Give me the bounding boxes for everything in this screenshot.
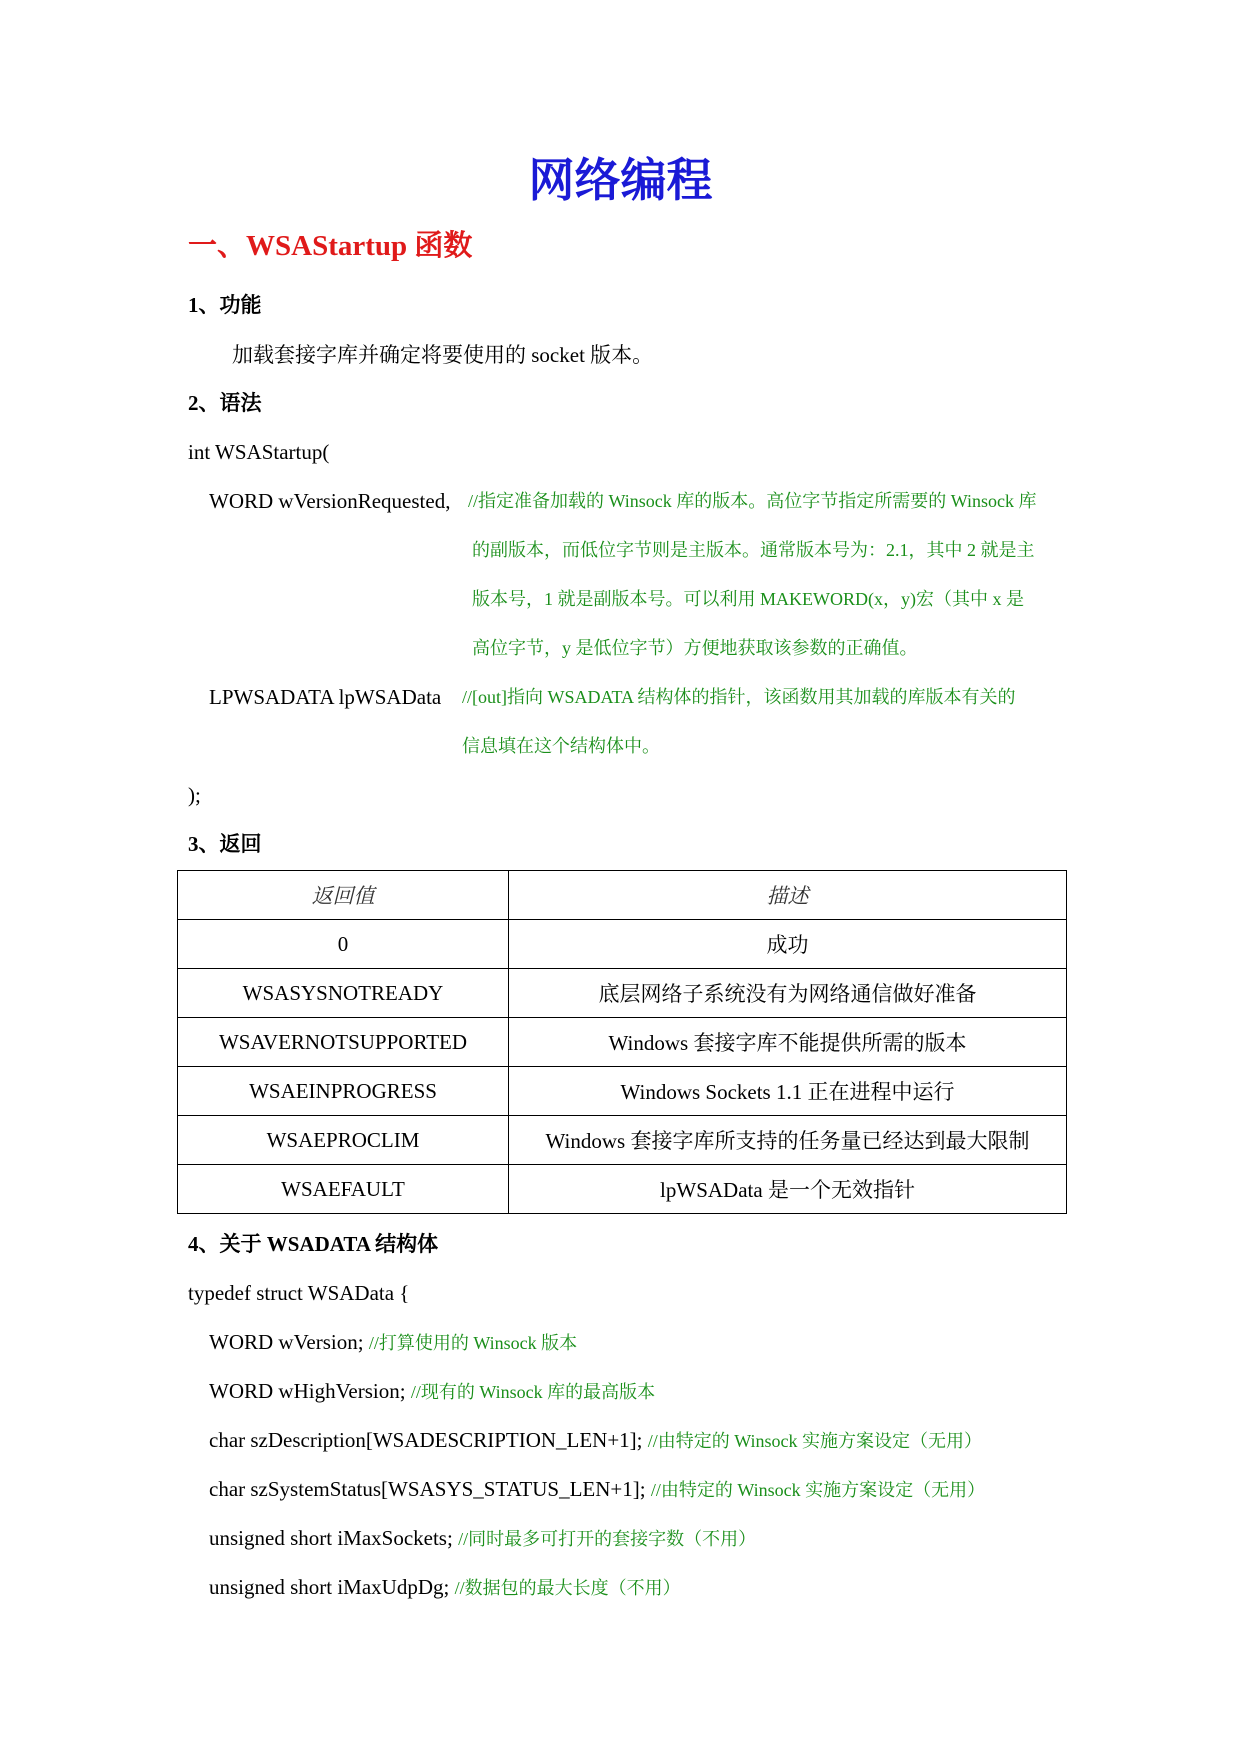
- table-cell-description: Windows 套接字库所支持的任务量已经达到最大限制: [509, 1116, 1067, 1165]
- struct-field-code: char szSystemStatus[WSASYS_STATUS_LEN+1];: [209, 1477, 646, 1501]
- section-heading-wsastartup: 一、WSAStartup 函数: [188, 230, 473, 262]
- param-lpwsadata-comment-2: 信息填在这个结构体中。: [462, 736, 660, 756]
- table-cell-code: WSAEINPROGRESS: [178, 1067, 509, 1116]
- table-row: [178, 1018, 1067, 1067]
- table-header-description: 描述: [509, 871, 1067, 920]
- struct-field-comment: //现有的 Winsock 库的最高版本: [410, 1382, 656, 1402]
- struct-field-comment: //数据包的最大长度（不用）: [454, 1578, 681, 1598]
- struct-field: [209, 1327, 577, 1358]
- struct-heading: 4、关于 WSADATA 结构体: [188, 1232, 439, 1256]
- param-wversionrequested-comment-3: 版本号，1 就是副版本号。可以利用 MAKEWORD(x，y)宏（其中 x 是: [472, 589, 1024, 609]
- table-row: [178, 1116, 1067, 1165]
- page-title: 网络编程: [528, 153, 713, 207]
- table-cell-code: WSAEFAULT: [178, 1165, 509, 1214]
- table-row: [178, 1165, 1067, 1214]
- table-row: [178, 1067, 1067, 1116]
- struct-field-comment: //同时最多可打开的套接字数（不用）: [458, 1529, 757, 1549]
- struct-field-comment: //由特定的 Winsock 实施方案设定（无用）: [650, 1480, 986, 1500]
- table-cell-code: WSASYSNOTREADY: [178, 969, 509, 1018]
- table-cell-description: 成功: [509, 920, 1067, 969]
- struct-field-comment: //打算使用的 Winsock 版本: [368, 1333, 578, 1353]
- table-header-return-value: 返回值: [178, 871, 509, 920]
- syntax-close: );: [188, 783, 201, 807]
- param-wversionrequested-comment-1: //指定准备加载的 Winsock 库的版本。高位字节指定所需要的 Winsock 库: [468, 491, 1037, 511]
- syntax-open: int WSAStartup(: [188, 440, 330, 464]
- function-heading: 1、功能: [188, 293, 262, 317]
- struct-field: [209, 1523, 756, 1554]
- struct-field: [209, 1425, 982, 1456]
- table-cell-code: WSAVERNOTSUPPORTED: [178, 1018, 509, 1067]
- table-header-row: [178, 871, 1067, 920]
- struct-field-code: char szDescription[WSADESCRIPTION_LEN+1];: [209, 1428, 643, 1452]
- struct-field-comment: //由特定的 Winsock 实施方案设定（无用）: [647, 1431, 983, 1451]
- table-row: [178, 969, 1067, 1018]
- param-wversionrequested: WORD wVersionRequested,: [209, 489, 451, 513]
- return-values-table: [177, 870, 1067, 1214]
- table-cell-description: lpWSAData 是一个无效指针: [509, 1165, 1067, 1214]
- struct-field-code: WORD wHighVersion;: [209, 1379, 406, 1403]
- syntax-heading: 2、语法: [188, 391, 262, 415]
- struct-field: [209, 1376, 655, 1407]
- table-cell-code: WSAEPROCLIM: [178, 1116, 509, 1165]
- param-wversionrequested-comment-2: 的副版本，而低位字节则是主版本。通常版本号为：2.1，其中 2 就是主: [472, 540, 1035, 560]
- struct-field: [209, 1474, 985, 1505]
- function-description: 加载套接字库并确定将要使用的 socket 版本。: [232, 343, 654, 367]
- table-cell-description: 底层网络子系统没有为网络通信做好准备: [509, 969, 1067, 1018]
- struct-field-code: unsigned short iMaxSockets;: [209, 1526, 453, 1550]
- table-cell-description: Windows Sockets 1.1 正在进程中运行: [509, 1067, 1067, 1116]
- table-cell-description: Windows 套接字库不能提供所需的版本: [509, 1018, 1067, 1067]
- table-cell-code: 0: [178, 920, 509, 969]
- param-lpwsadata-comment-1: //[out]指向 WSADATA 结构体的指针，该函数用其加载的库版本有关的: [462, 687, 1016, 707]
- struct-field: [209, 1572, 681, 1603]
- table-row: [178, 920, 1067, 969]
- param-lpwsadata: LPWSADATA lpWSAData: [209, 685, 442, 709]
- param-wversionrequested-comment-4: 高位字节，y 是低位字节）方便地获取该参数的正确值。: [472, 638, 918, 658]
- return-heading: 3、返回: [188, 832, 262, 856]
- struct-field-code: WORD wVersion;: [209, 1330, 364, 1354]
- struct-open: typedef struct WSAData {: [188, 1281, 410, 1305]
- struct-field-code: unsigned short iMaxUdpDg;: [209, 1575, 450, 1599]
